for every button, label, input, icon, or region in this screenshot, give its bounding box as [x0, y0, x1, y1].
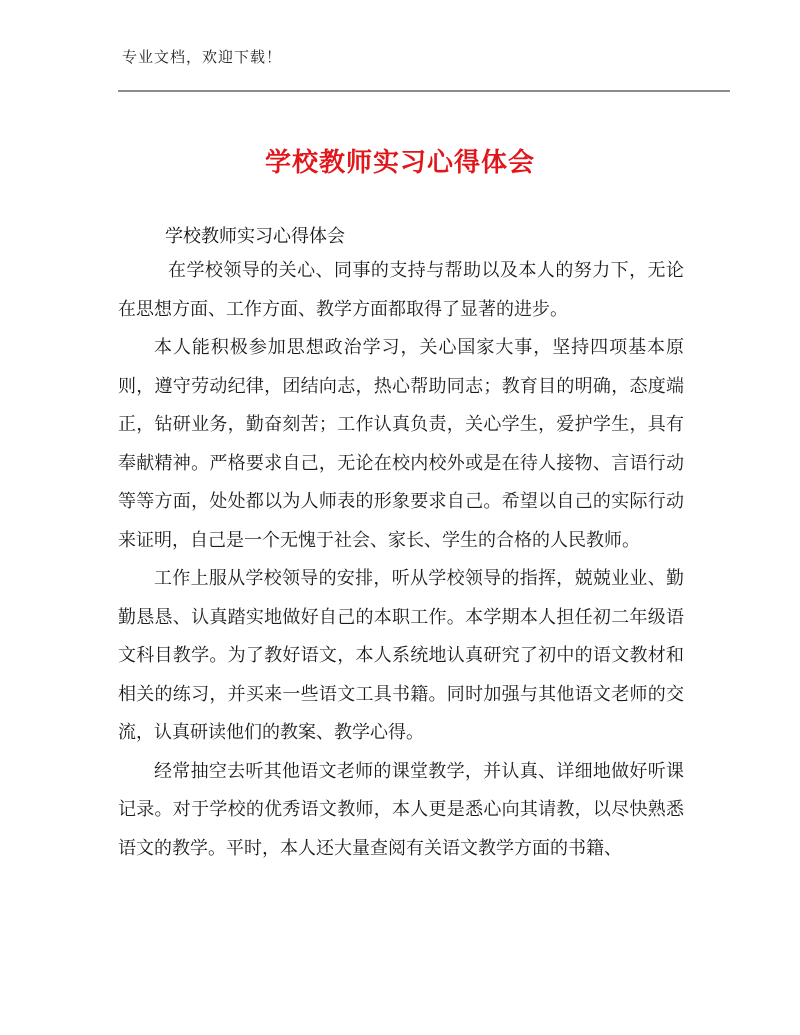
paragraph-2: 本人能积极参加思想政治学习，关心国家大事，坚持四项基本原则，遵守劳动纪律，团结向志，热心帮助同志；教育目的明确，态度端正，钻研业务，勤奋刻苦；工作认真负责，关心学生，爱护学生，具有奉献精神。严格要求自己，无论在校内校外或是在待人接物、言语行动等等方面，处处都以为人师表的形象要求自己。希望以自己的实际行动来证明，自己是一个无愧于社会、家长、学生的合格的人民教师。 — [118, 337, 684, 551]
document-title: 学校教师实习心得体会 — [264, 148, 535, 178]
document-subtitle: 学校教师实习心得体会 — [165, 226, 345, 247]
paragraph-4: 经常抽空去听其他语文老师的课堂教学，并认真、详细地做好听课记录。对于学校的优秀语文教师，本人更是悉心向其请教，以尽快熟悉语文的教学。平时，本人还大量查阅有关语文教学方面的书籍、 — [118, 760, 684, 859]
page-header-text: 专业文档，欢迎下载！ — [122, 48, 283, 66]
document-body — [118, 252, 684, 868]
paragraph-3: 工作上服从学校领导的安排，听从学校领导的指挥，兢兢业业、勤勤恳恳、认真踏实地做好自己的本职工作。本学期本人担任初二年级语文科目教学。为了教好语文，本人系统地认真研究了初中的语文教材和相关的练习，并买来一些语文工具书籍。同时加强与其他语文老师的交流，认真研读他们的教案、教学心得。 — [118, 568, 684, 743]
header-divider — [118, 90, 730, 92]
paragraph-1: 在学校领导的关心、同事的支持与帮助以及本人的努力下，无论在思想方面、工作方面、教学方面都取得了显著的进步。 — [118, 260, 684, 320]
